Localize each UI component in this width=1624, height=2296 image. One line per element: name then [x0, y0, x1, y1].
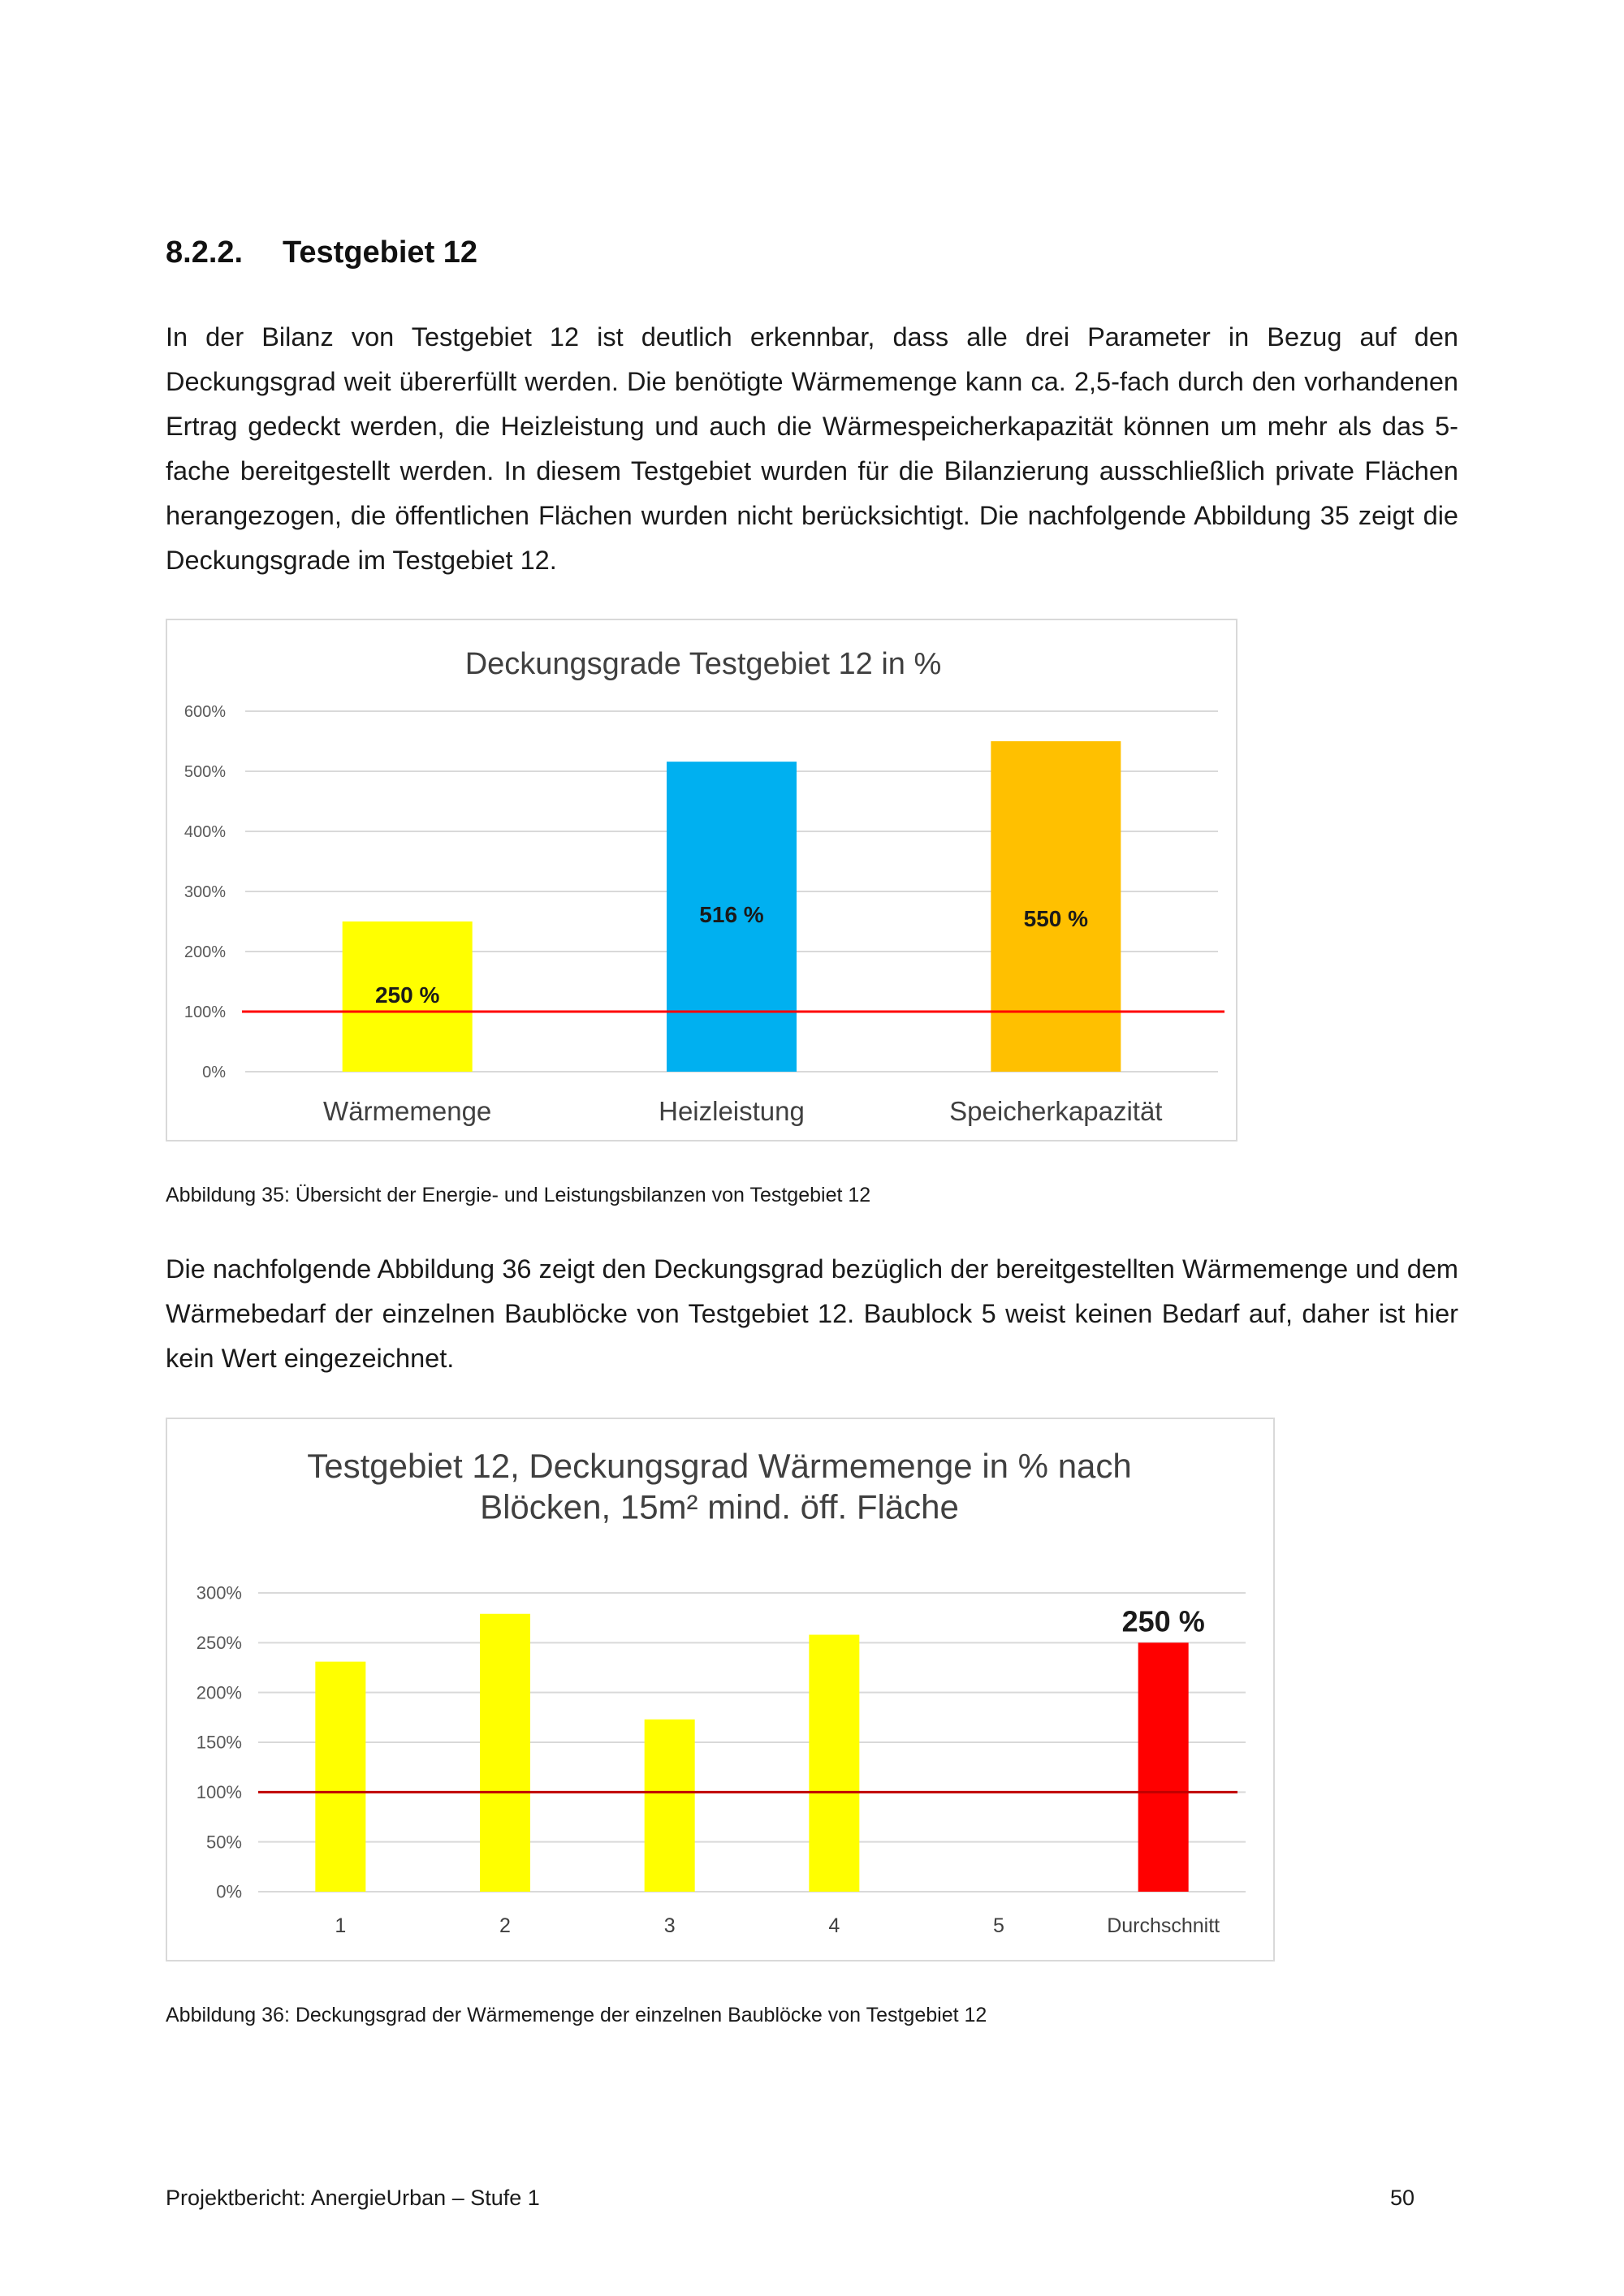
section-number: 8.2.2. [166, 235, 244, 270]
y-tick-label: 100% [184, 1003, 226, 1021]
y-tick-label: 50% [205, 1832, 242, 1853]
y-tick-label: 500% [184, 763, 226, 781]
data-label: 516 % [699, 902, 764, 928]
y-tick-label: 200% [196, 1682, 242, 1703]
x-category-label: 2 [499, 1914, 511, 1937]
y-tick-label: 0% [202, 1064, 226, 1081]
chart-title: Testgebiet 12, Deckungsgrad Wärmemenge in % nach [307, 1447, 1132, 1485]
chart-deckungsgrad-bloecke [166, 1418, 1275, 1962]
x-category-label: Wärmemenge [323, 1096, 492, 1126]
y-tick-label: 250% [196, 1633, 242, 1654]
chart-deckungsgrade [166, 619, 1237, 1142]
data-label: 250 % [374, 982, 440, 1008]
y-tick-label: 300% [196, 1582, 242, 1603]
x-category-label: 4 [828, 1914, 840, 1937]
x-category-label: Speicherkapazität [949, 1096, 1163, 1126]
y-tick-label: 0% [216, 1881, 242, 1902]
figure-36-caption: Abbildung 36: Deckungsgrad der Wärmemenge der einzelnen Baublöcke von Testgebiet 12 [166, 2004, 987, 2026]
data-label: 250 % [1121, 1604, 1205, 1638]
x-category-label: 3 [663, 1914, 676, 1937]
bar-4 [809, 1635, 859, 1892]
y-tick-label: 300% [184, 883, 226, 901]
y-tick-label: 100% [196, 1782, 242, 1803]
second-paragraph: Die nachfolgende Abbildung 36 zeigt den Deckungsgrad bezüglich der bereitgestellten Wärmemenge und dem Wärmebedarf der einzelnen Baublöcke von Testgebiet 12. Baublock 5 weist keinen Bedarf auf, daher ist hier kein Wert eingezeichnet. [166, 1254, 1458, 1373]
section-heading [166, 235, 477, 270]
footer-page-number: 50 [1390, 2186, 1415, 2210]
y-tick-label: 400% [184, 823, 226, 841]
bar-1 [315, 1662, 365, 1892]
y-tick-label: 150% [196, 1732, 242, 1753]
data-label: 550 % [1023, 906, 1089, 931]
chart-title: Deckungsgrade Testgebiet 12 in % [464, 647, 942, 681]
footer-report-title: Projektbericht: AnergieUrban – Stufe 1 [166, 2186, 540, 2210]
x-category-label: 5 [993, 1914, 1004, 1937]
x-category-label: Heizleistung [659, 1096, 805, 1126]
chart-title-line2: Blöcken, 15m² mind. öff. Fläche [480, 1487, 959, 1526]
bar-3 [645, 1720, 695, 1892]
x-category-label: Durchschnitt [1107, 1914, 1220, 1937]
y-tick-label: 600% [184, 703, 226, 721]
bar-2 [480, 1614, 530, 1892]
section-title: Testgebiet 12 [283, 235, 478, 270]
chart-deckungsgrad-bloecke-svg [167, 1419, 1276, 1963]
figure-35-caption: Abbildung 35: Übersicht der Energie- und Leistungsbilanzen von Testgebiet 12 [166, 1184, 871, 1206]
bar-durchschnitt [1138, 1642, 1189, 1892]
y-tick-label: 200% [184, 943, 226, 961]
x-category-label: 1 [335, 1914, 347, 1937]
chart-deckungsgrade-svg [167, 620, 1239, 1143]
intro-paragraph: In der Bilanz von Testgebiet 12 ist deutlich erkennbar, dass alle drei Parameter in Bezug auf den Deckungsgrad weit übererfüllt werden. Die benötigte Wärmemenge kann ca. 2,5-fach durch den vorhandenen Ertrag gedeckt werden, die Heizleistung und auch die Wärmespeicherkapazität können um mehr als das 5-fache bereitgestellt werden. In diesem Testgebiet wurden für die Bilanzierung ausschließlich private Flächen herangezogen, die öffentlichen Flächen wurden nicht berücksichtigt. Die nachfolgende Abbildung 35 zeigt die Deckungsgrade im Testgebiet 12. [166, 322, 1458, 575]
